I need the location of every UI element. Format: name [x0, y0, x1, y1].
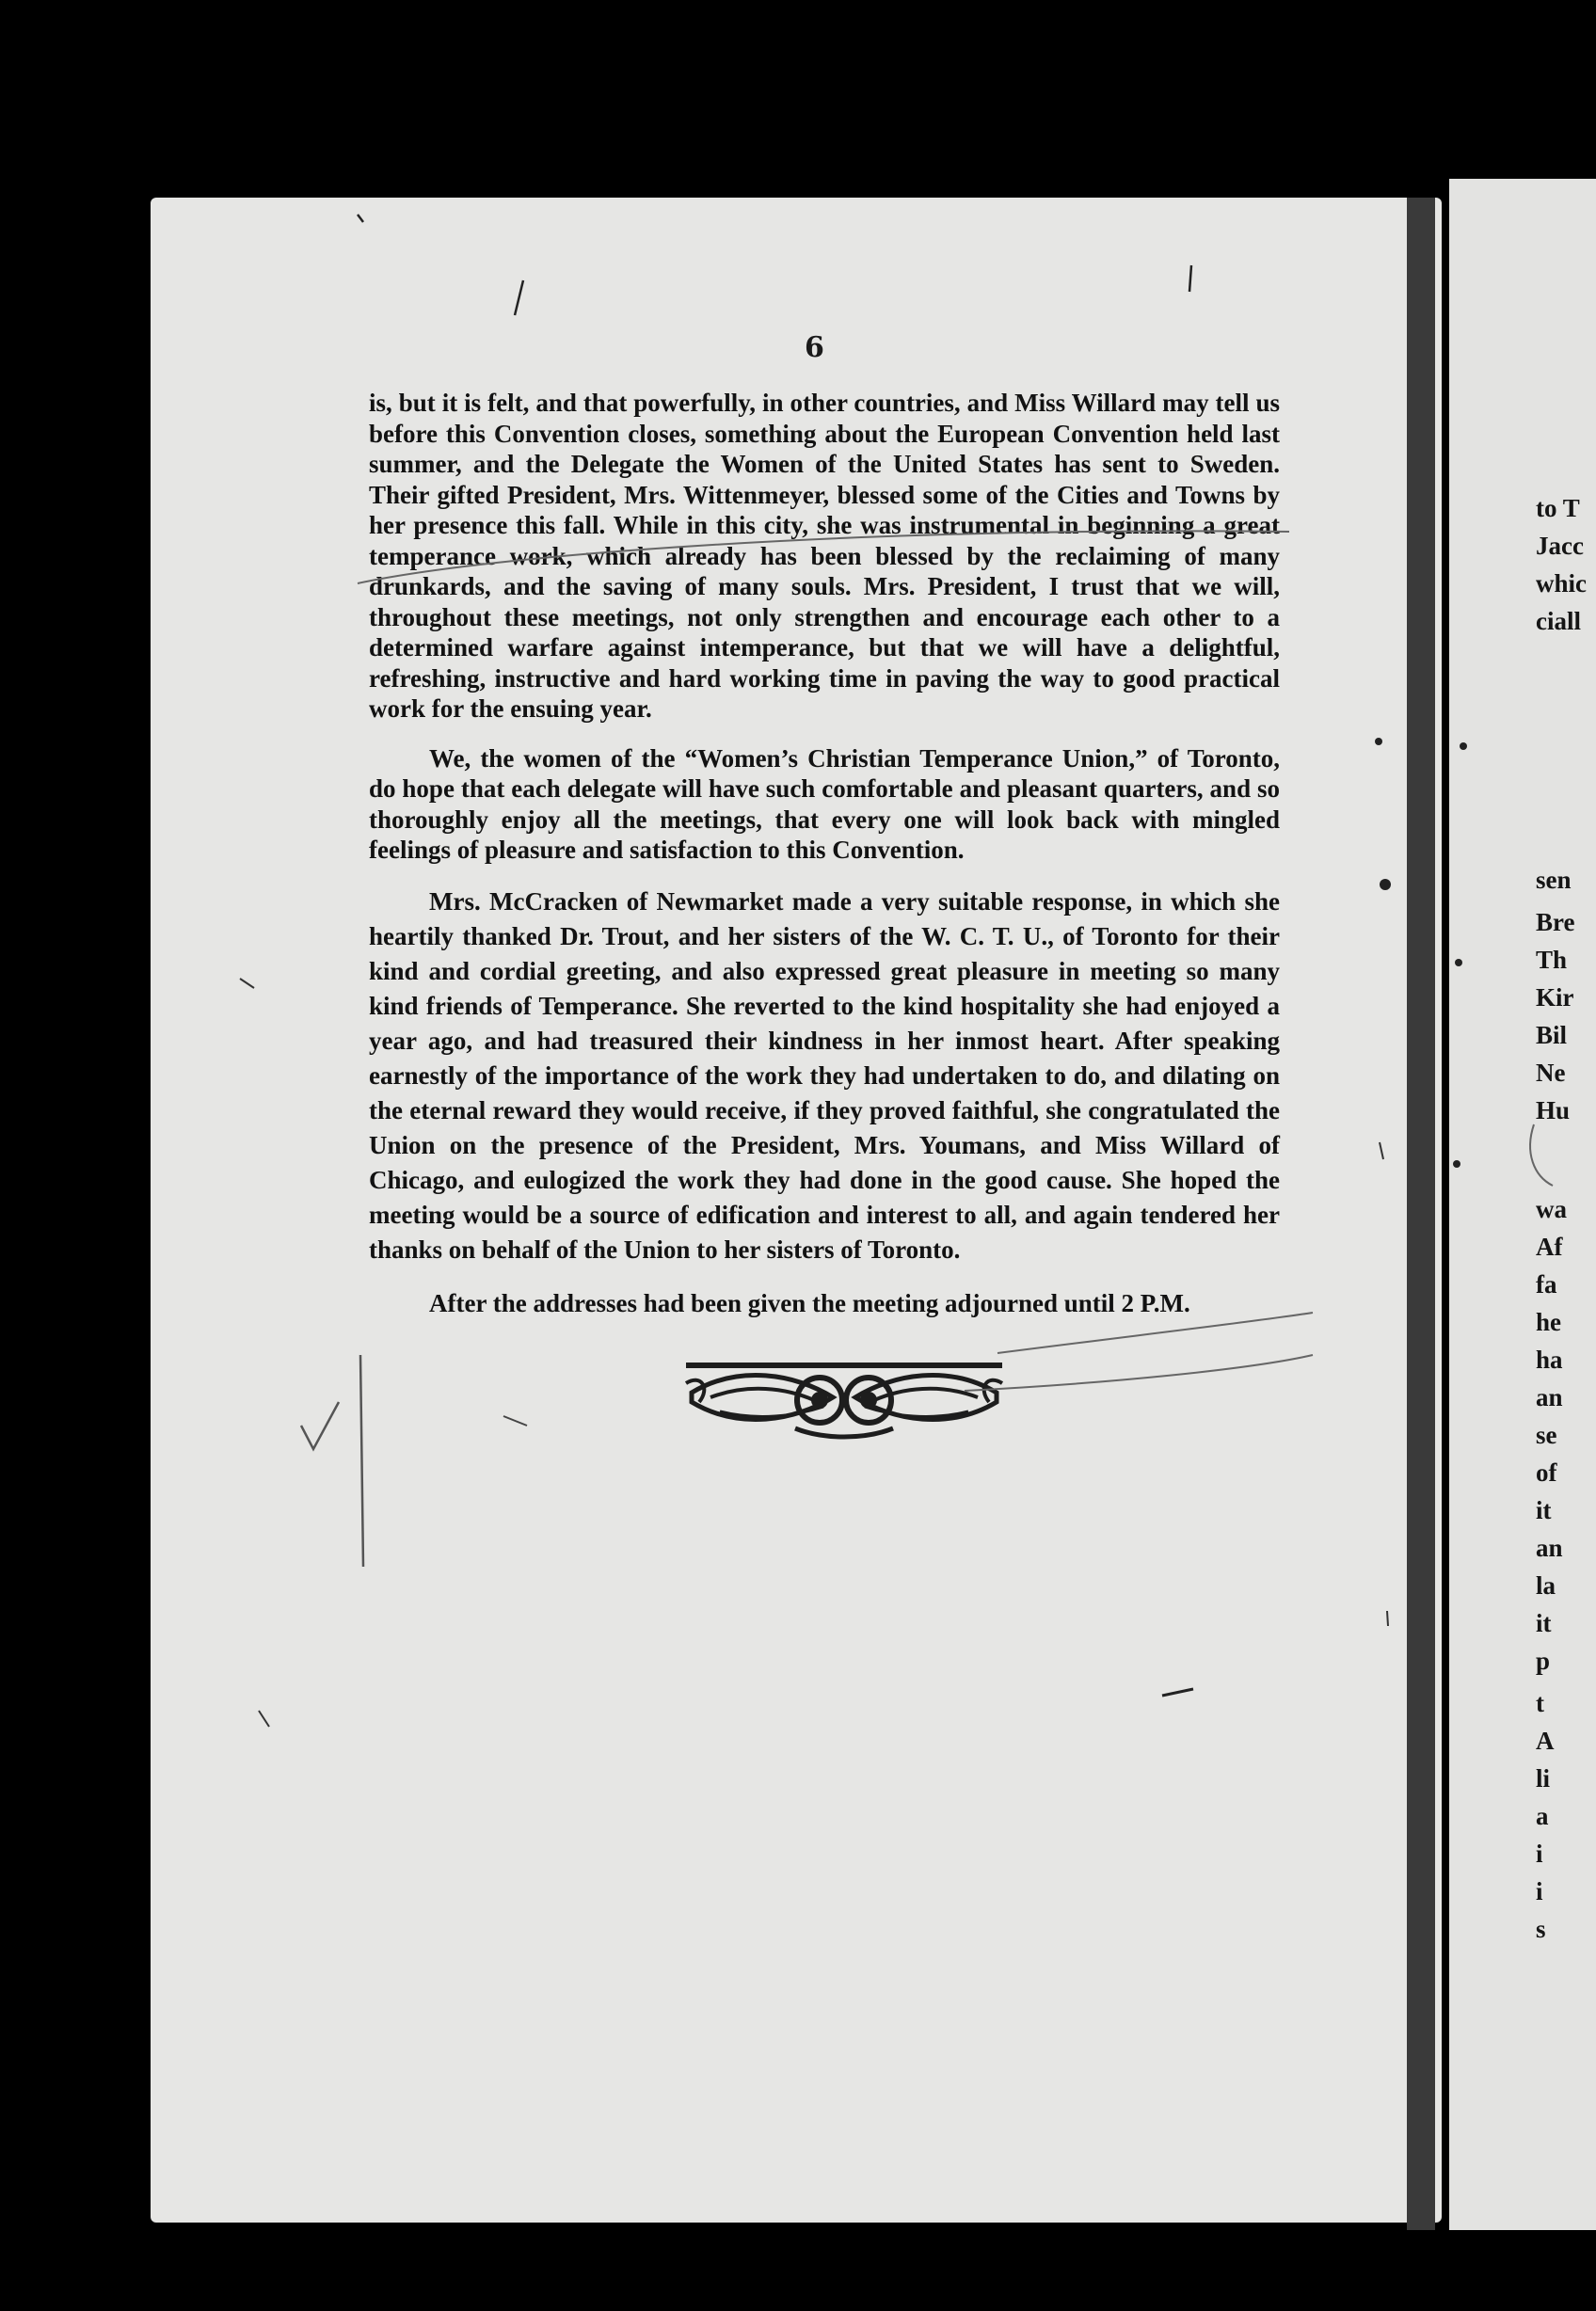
adjacent-page-fragment: of	[1536, 1458, 1557, 1487]
adjacent-page-fragment: ha	[1536, 1346, 1563, 1374]
paragraph: Mrs. McCracken of Newmarket made a very suitable response, in which she heartily thanked Dr. Trout, and her sisters of the W. C. T. U., of Toronto for their kind and cordial greeting, and also expressed great pleasure in meeting so many kind friends of Temperance. She reverted to the kind hospitality she had enjoyed a year ago, and had treasured their kindness in her inmost heart. After speaking earnestly of the importance of the work they had undertaken to do, and dilating on the eternal reward they would receive, if they proved faithful, she congratulated the Union on the presence of the President, Mrs. Youmans, and Miss Willard of Chicago, and eulogized the work they had done in the good cause. She hoped the meeting would be a source of edification and interest to all, and again tendered her thanks on behalf of the Union to her sisters of Toronto.	[369, 886, 1280, 1264]
adjacent-page-fragment: i	[1536, 1877, 1543, 1905]
adjacent-page	[1449, 179, 1596, 2230]
adjacent-page-fragment: t	[1536, 1689, 1544, 1717]
adjacent-page-fragment: Kir	[1536, 983, 1574, 1012]
adjacent-page-fragment: a	[1536, 1802, 1549, 1830]
adjacent-page-fragment: it	[1536, 1609, 1552, 1637]
adjacent-page-fragment: i	[1536, 1840, 1543, 1868]
page-body	[369, 388, 1280, 1337]
adjacent-page-fragment: wa	[1536, 1195, 1567, 1223]
adjacent-page-fragment: Bre	[1536, 908, 1575, 936]
adjacent-page-fragment: Jacc	[1536, 532, 1584, 560]
adjacent-page-fragment: Ne	[1536, 1059, 1566, 1087]
paragraph: We, the women of the “Women’s Christian Temperance Union,” of Toronto, do hope that each delegate will have such comfortable and pleasant quarters, and so thoroughly enjoy all the meetings, that every one will look back with mingled feelings of pleasure and satisfaction to this Convention.	[369, 743, 1280, 864]
page-number: 6	[805, 331, 824, 364]
adjacent-page-fragment: s	[1536, 1915, 1546, 1943]
adjacent-page-fragment: Bil	[1536, 1021, 1568, 1049]
adjacent-page-fragment: li	[1536, 1764, 1551, 1793]
adjacent-page-fragment: an	[1536, 1534, 1563, 1562]
decorative-ornament	[682, 1355, 1006, 1440]
adjacent-page-fragment: it	[1536, 1496, 1552, 1524]
book-spine	[1407, 198, 1435, 2230]
adjacent-page-fragment: sen	[1536, 866, 1572, 894]
adjacent-page-fragment: p	[1536, 1647, 1551, 1675]
adjacent-page-fragment: whic	[1536, 569, 1587, 598]
adjacent-page-fragment: to T	[1536, 494, 1580, 522]
adjacent-page-fragment: Af	[1536, 1233, 1563, 1261]
adjacent-page-fragment: se	[1536, 1421, 1557, 1449]
adjacent-page-fragment: he	[1536, 1308, 1561, 1336]
adjacent-page-fragment: A	[1536, 1727, 1555, 1755]
adjacent-page-fragment: Hu	[1536, 1096, 1571, 1124]
paragraph: After the addresses had been given the meeting adjourned until 2 P.M.	[429, 1288, 1190, 1317]
adjacent-page-fragment: la	[1536, 1571, 1556, 1600]
adjacent-page-fragment: Th	[1536, 946, 1568, 974]
adjacent-page-fragment: fa	[1536, 1270, 1557, 1299]
paragraph: is, but it is felt, and that powerfully, in other countries, and Miss Willard may tell us before this Convention closes, something about the European Convention held last summer, and the Delegate the Women of the United States has sent to Sweden. Their gifted President, Mrs. Wittenmeyer, blessed some of the Cities and Towns by her presence this fall. While in this city, she was instrumental in beginning a great temperance work, which already has been blessed by the reclaiming of many drunkards, and the saving of many souls. Mrs. President, I trust that we will, throughout these meetings, not only strengthen and encourage each other to a determined warfare against intemperance, but that we will have a delightful, refreshing, instructive and hard working time in paving the way to good practical work for the ensuing year.	[369, 389, 1280, 723]
adjacent-page-fragment: ciall	[1536, 607, 1581, 635]
adjacent-page-fragment: an	[1536, 1383, 1563, 1411]
